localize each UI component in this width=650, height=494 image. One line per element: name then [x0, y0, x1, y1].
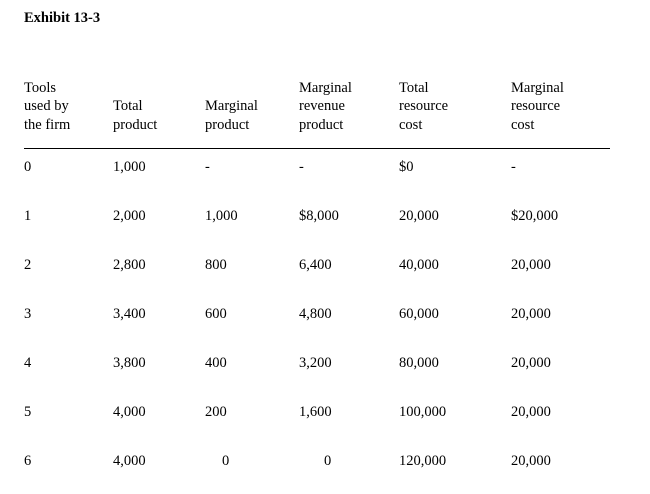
table-cell: 20,000: [399, 208, 439, 224]
table-cell: 20,000: [511, 355, 551, 371]
column-header-2: [205, 80, 300, 134]
column-header-line: Tools: [24, 79, 57, 96]
column-header-line: resource: [511, 98, 561, 114]
table-cell: $8,000: [299, 208, 339, 224]
table-cell: 1,000: [113, 159, 146, 175]
table-cell: 120,000: [399, 453, 447, 469]
table-cell: 1,600: [299, 404, 332, 420]
table-cell: 600: [205, 306, 227, 322]
table-cell: 3: [24, 306, 32, 322]
column-header-line: Total: [113, 98, 143, 114]
table-cell: 3,200: [299, 355, 332, 371]
table-cell: 2: [24, 257, 32, 273]
table-cell: 800: [205, 257, 227, 273]
table-cell: 0: [222, 453, 230, 469]
column-header-3: [299, 80, 394, 134]
table-cell: 6: [24, 453, 32, 469]
column-header-line: cost: [511, 116, 535, 133]
table-cell: 80,000: [399, 355, 439, 371]
table-cell: 0: [24, 159, 32, 175]
table-cell: -: [205, 159, 210, 175]
table-cell: 5: [24, 404, 32, 420]
table-cell: 4,000: [113, 453, 146, 469]
column-header-4: [399, 80, 494, 134]
table-cell: 6,400: [299, 257, 332, 273]
table-cell: 40,000: [399, 257, 439, 273]
column-header-5: [511, 80, 606, 134]
column-header-line: Marginal: [511, 79, 564, 96]
table-cell: 3,400: [113, 306, 146, 322]
table-cell: 4,800: [299, 306, 332, 322]
column-header-0: [24, 80, 119, 134]
table-cell: 20,000: [511, 404, 551, 420]
column-header-line: the firm: [24, 116, 71, 133]
table-cell: 100,000: [399, 404, 447, 420]
column-header-line: used by: [24, 98, 69, 114]
table-cell: 4,000: [113, 404, 146, 420]
column-header-line: product: [205, 116, 250, 133]
table-cell: 4: [24, 355, 32, 371]
table-cell: 20,000: [511, 257, 551, 273]
column-header-1: [113, 80, 208, 134]
table-cell: 1: [24, 208, 32, 224]
table-cell: 1,000: [205, 208, 238, 224]
table-cell: 60,000: [399, 306, 439, 322]
column-header-line: resource: [399, 98, 449, 114]
column-header-line: product: [299, 116, 344, 133]
table-cell: 2,800: [113, 257, 146, 273]
table-cell: $20,000: [511, 208, 559, 224]
column-header-line: cost: [399, 116, 423, 133]
table-cell: 3,800: [113, 355, 146, 371]
table-cell: 0: [324, 453, 332, 469]
column-header-line: Marginal: [205, 98, 258, 114]
table-cell: 200: [205, 404, 227, 420]
table-cell: 20,000: [511, 453, 551, 469]
table-cell: 2,000: [113, 208, 146, 224]
column-header-line: Marginal: [299, 79, 352, 96]
table-cell: -: [299, 159, 304, 175]
exhibit-title: Exhibit 13-3: [24, 10, 101, 26]
table-cell: 20,000: [511, 306, 551, 322]
table-cell: 400: [205, 355, 227, 371]
column-header-line: revenue: [299, 98, 345, 114]
column-header-line: product: [113, 116, 158, 133]
table-cell: -: [511, 159, 516, 175]
header-divider-line: [24, 148, 610, 149]
table-cell: $0: [399, 159, 414, 175]
column-header-line: Total: [399, 79, 429, 96]
